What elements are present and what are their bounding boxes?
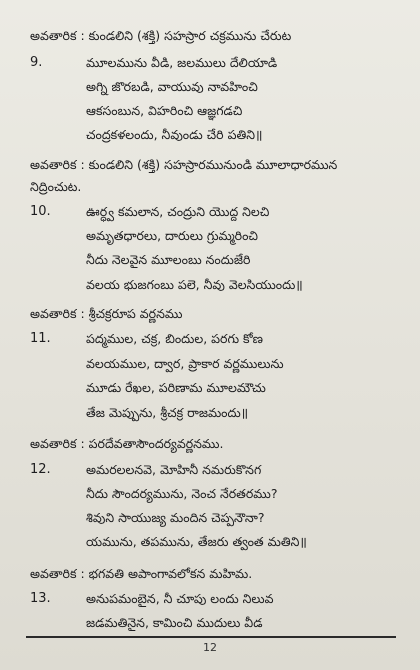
- footer-rule: [26, 636, 396, 638]
- verse-line: నీదు నెలవైన మూలంబు నందుజేరి: [86, 252, 251, 267]
- verse-number: 13.: [30, 591, 51, 606]
- verse-line: ఆకసంబున, విహరించి ఆజ్ఞగడచి: [86, 103, 243, 118]
- verse-number: 9.: [30, 55, 43, 70]
- verse-line: అగ్ని జొరబడి, వాయువు నావహించి: [86, 79, 258, 94]
- verse-intro: అవతారిక : పరదేవతాసౌందర్యవర్ణనము.: [30, 436, 224, 451]
- verse-line: అమృతధారలు, దారులు గ్రుమ్మరించి: [86, 228, 259, 243]
- verse-line: ఊర్ధ్వ కమలాన, చంద్రుని యొద్ద నిలచి: [86, 204, 270, 219]
- verse-line: అమరలలనవె, మోహినీ నమరుకొనగ: [86, 462, 262, 477]
- verse-line: నీదు సౌందర్యమును, నెంచ నేరతరము?: [86, 486, 278, 501]
- verse-line: మూడు రేఖల, పరిణామ మూలమౌచు: [86, 380, 266, 395]
- verse-intro-continued: నిద్రించుట.: [30, 179, 82, 194]
- verse-intro: అవతారిక : కుండలిని (శక్తి) సహస్రారమునుండి మూలాధారమున: [30, 157, 338, 172]
- verse-line: మూలమును వీడి, జలములు దేలియాడి: [86, 55, 278, 70]
- verse-line: వలయ భుజగంబు పలె, నీవు వెలసియుందు॥: [86, 277, 303, 292]
- verse-line: జడమతినైన, కామించి ముదులు వీడ: [86, 615, 263, 630]
- verse-line: వలయముల, ద్వార, ప్రాకార వర్ణములును: [86, 356, 284, 371]
- verse-line: యమును, తపమును, తేజరు త్వంత మతిని॥: [86, 534, 307, 549]
- verse-number: 10.: [30, 204, 51, 219]
- verse-line: శివుని సాయుజ్య మందిన చెప్పనౌనా?: [86, 510, 265, 525]
- verse-line: తేజ మెప్పును, శ్రీచక్ర రాజమందు॥: [86, 405, 249, 420]
- verse-line: పద్మముల, చక్ర, బిందుల, పరగు కోణ: [86, 331, 264, 346]
- verse-intro: అవతారిక : శ్రీచక్రరూప వర్ణనము: [30, 306, 183, 321]
- verse-number: 12.: [30, 462, 51, 477]
- verse-line: చంద్రకళలందు, నీవుండు చేరి పతిని॥: [86, 127, 263, 142]
- verse-number: 11.: [30, 331, 51, 346]
- verse-intro: అవతారిక : భగవతి అపాంగావలోకన మహిమ.: [30, 566, 253, 581]
- verse-line: అనుపమంబైన, నీ చూపు లందు నిలువ: [86, 591, 274, 606]
- verse-intro: అవతారిక : కుండలిని (శక్తి) సహస్రార చక్రమును చేరుట: [30, 28, 292, 43]
- page-number: 12: [203, 641, 217, 654]
